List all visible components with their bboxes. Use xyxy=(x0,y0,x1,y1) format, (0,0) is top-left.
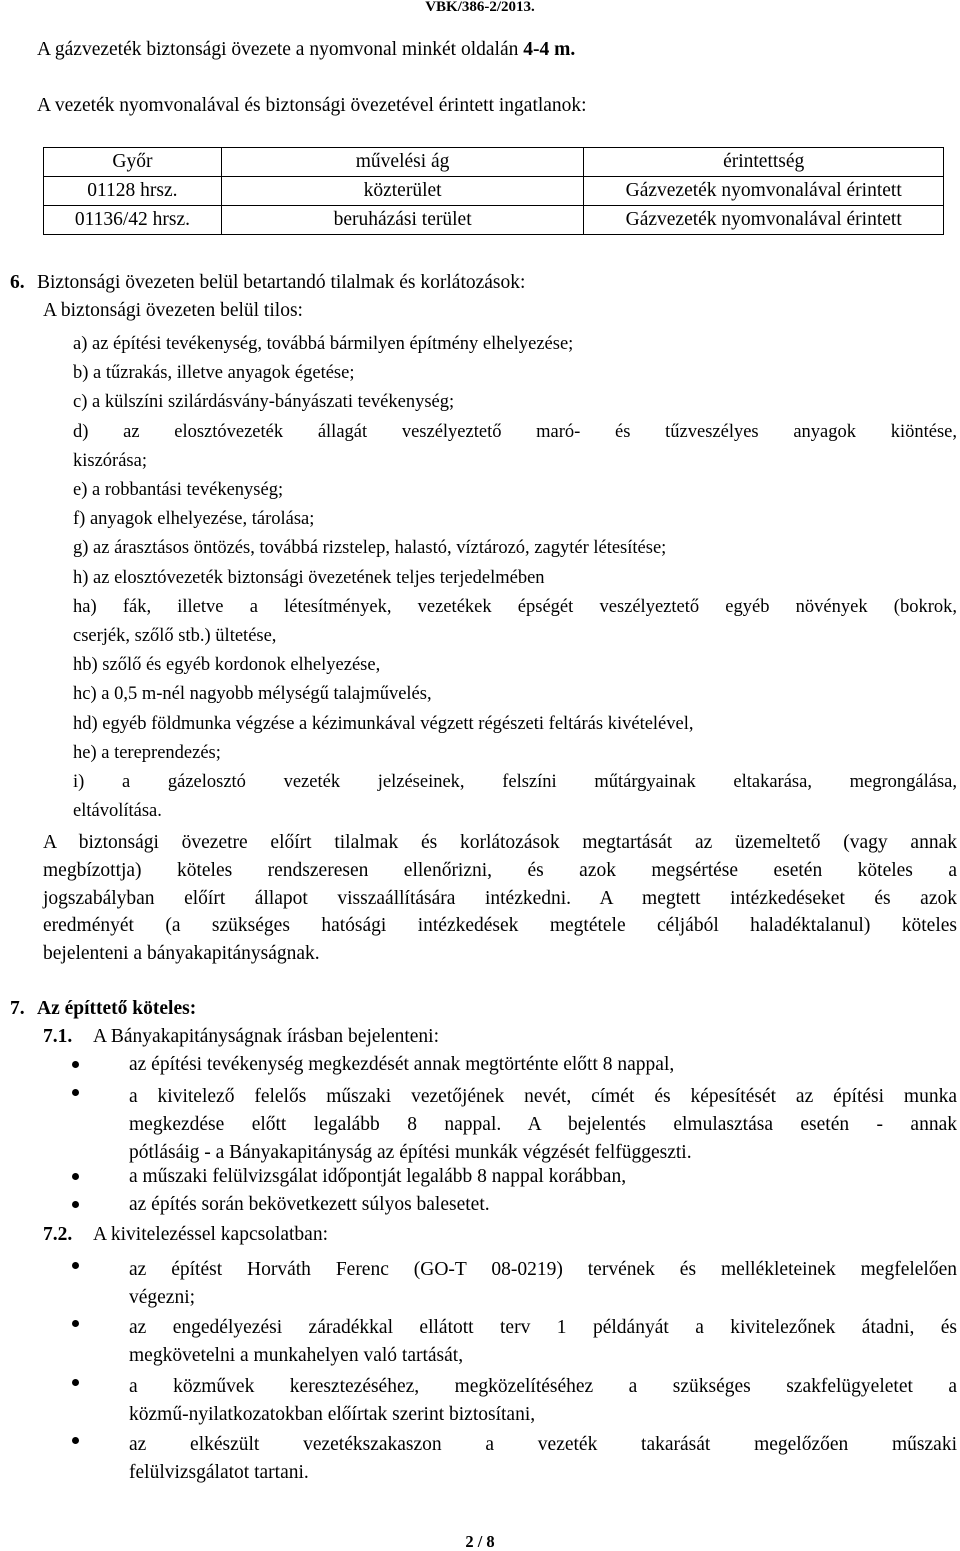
list-item: e) a robbantási tevékenység; xyxy=(73,480,284,501)
paragraph-line: megbízottja) köteles rendszeresen ellenőrizni, és azok megsértése esetén köteles a xyxy=(43,859,957,881)
table-row xyxy=(44,177,944,206)
subsection-7-1-number: 7.1. xyxy=(43,1026,73,1047)
table-cell: 01136/42 hrsz. xyxy=(44,206,222,235)
bullet-icon xyxy=(72,1320,79,1327)
subsection-7-2-title: A kivitelezéssel kapcsolatban: xyxy=(93,1224,329,1245)
list-item: hc) a 0,5 m-nél nagyobb mélységű talajművelés, xyxy=(73,684,432,705)
bullet-icon xyxy=(72,1262,79,1269)
table-cell: beruházási terület xyxy=(221,206,584,235)
bullet-icon xyxy=(72,1061,79,1068)
list-item: a) az építési tevékenység, továbbá bármilyen építmény elhelyezése; xyxy=(73,334,574,354)
paragraph-line: eredményét (a szükséges hatósági intézkedések megtétele céljából haladéktalanul) köteles xyxy=(43,915,957,937)
bullet-line: a kivitelező felelős műszaki vezetőjének nevét, címét és képesítését az építési munka xyxy=(129,1086,957,1107)
section-6-intro: A biztonsági övezeten belül tilos: xyxy=(43,300,303,321)
table-header-cell: érintettség xyxy=(584,148,944,177)
bullet-line: megkövetelni a munkahelyen való tartását, xyxy=(129,1344,464,1366)
list-item: d) az elosztóvezeték állagát veszélyeztető maró- és tűzveszélyes anyagok kiöntése, xyxy=(73,421,957,442)
affected-properties-label: A vezeték nyomvonalával és biztonsági övezetével érintett ingatlanok: xyxy=(37,95,587,116)
list-item: i) a gázelosztó vezeték jelzéseinek, felszíni műtárgyainak eltakarása, megrongálása, xyxy=(73,772,957,793)
table-cell: Gázvezeték nyomvonalával érintett xyxy=(584,177,944,206)
table-header-cell: művelési ág xyxy=(221,148,584,177)
list-item: h) az elosztóvezeték biztonsági övezetének teljes terjedelmében xyxy=(73,567,545,588)
paragraph-line: jogszabályban előírt állapot visszaállítására intézkedni. A megtett intézkedéseket és azok xyxy=(43,887,957,909)
safety-zone-text: A gázvezeték biztonsági övezete a nyomvonal minkét oldalán xyxy=(37,39,524,60)
bullet-text xyxy=(129,1256,957,1312)
list-item: b) a tűzrakás, illetve anyagok égetése; xyxy=(73,363,355,384)
bullet-text: az építési tevékenység megkezdését annak megtörténte előtt 8 nappal, xyxy=(129,1054,675,1075)
page-number: 2 / 8 xyxy=(465,1532,495,1551)
list-item: hb) szőlő és egyéb kordonok elhelyezése, xyxy=(73,655,381,676)
subsection-7-2-number: 7.2. xyxy=(43,1224,73,1245)
subsection-7-1-title: A Bányakapitányságnak írásban bejelenteni: xyxy=(93,1026,440,1047)
list-item: kiszórása; xyxy=(73,450,147,471)
bullet-line: az elkészült vezetékszakaszon a vezeték takarását megelőzően műszaki xyxy=(129,1434,957,1455)
bullet-line: megkezdése előtt legalább 8 nappal. A bejelentés elmulasztása esetén - annak xyxy=(129,1113,957,1135)
bullet-text xyxy=(129,1083,957,1166)
section-7-number: 7. xyxy=(10,998,25,1019)
list-item: ha) fák, illetve a létesítmények, vezetékek épségét veszélyeztető egyéb növények (bokrok, xyxy=(73,596,957,617)
list-item: f) anyagok elhelyezése, tárolása; xyxy=(73,509,315,530)
section-6-title: Biztonsági övezeten belül betartandó tilalmak és korlátozások: xyxy=(37,272,526,293)
list-item: hd) egyéb földmunka végzése a kézimunkával végzett régészeti feltárás kivételével, xyxy=(73,713,694,734)
bullet-icon xyxy=(72,1089,79,1096)
affected-properties-table xyxy=(43,147,944,235)
list-item: c) a külszíni szilárdásvány-bányászati tevékenység; xyxy=(73,392,455,413)
bullet-icon xyxy=(72,1201,79,1208)
bullet-icon xyxy=(72,1173,79,1180)
bullet-text xyxy=(129,1373,957,1429)
list-item: g) az árasztásos öntözés, továbbá rizstelep, halastó, víztározó, zagytér létesítése; xyxy=(73,538,667,559)
table-cell: Gázvezeték nyomvonalával érintett xyxy=(584,206,944,235)
bullet-line: felülvizsgálatot tartani. xyxy=(129,1461,309,1483)
list-item: eltávolítása. xyxy=(73,801,162,822)
table-header-row xyxy=(44,148,944,177)
bullet-line: az építést Horváth Ferenc (GO-T 08-0219) tervének és mellékleteinek megfelelően xyxy=(129,1259,957,1280)
bullet-text: az építés során bekövetkezett súlyos balesetet. xyxy=(129,1194,490,1215)
list-item: cserjék, szőlő stb.) ültetése, xyxy=(73,626,277,647)
section-7-title: Az építtető köteles: xyxy=(37,998,197,1019)
bullet-line: pótlásáig - a Bányakapitányság az építési munkák végzését felfüggeszti. xyxy=(129,1141,692,1163)
table-cell: 01128 hrsz. xyxy=(44,177,222,206)
table-row xyxy=(44,206,944,235)
bullet-text: a műszaki felülvizsgálat időpontját legalább 8 nappal korábban, xyxy=(129,1166,627,1187)
safety-zone-sentence xyxy=(37,40,575,60)
bullet-line: az engedélyezési záradékkal ellátott terv 1 példányát a kivitelezőnek átadni, és xyxy=(129,1317,957,1338)
bullet-text xyxy=(129,1314,957,1370)
bullet-icon xyxy=(72,1437,79,1444)
safety-zone-value: 4-4 m. xyxy=(523,39,576,60)
list-item: he) a tereprendezés; xyxy=(73,742,221,763)
paragraph-line: A biztonsági övezetre előírt tilalmak és korlátozások megtartását az üzemeltető (vagy annak xyxy=(43,832,957,853)
operator-obligation-paragraph xyxy=(43,829,957,968)
table-cell: közterület xyxy=(221,177,584,206)
bullet-line: közmű-nyilatkozatokban előírtak szerint biztosítani, xyxy=(129,1403,536,1425)
bullet-line: a közművek keresztezéséhez, megközelítéséhez a szükséges szakfelügyeletet a xyxy=(129,1376,957,1397)
bullet-icon xyxy=(72,1379,79,1386)
table-header-cell: Győr xyxy=(44,148,222,177)
prohibitions-list xyxy=(73,330,957,826)
bullet-text xyxy=(129,1431,957,1487)
section-6-number: 6. xyxy=(10,272,25,293)
bullet-line: végezni; xyxy=(129,1286,196,1308)
document-id-header: VBK/386-2/2013. xyxy=(425,0,535,15)
paragraph-line: bejelenteni a bányakapitányságnak. xyxy=(43,943,320,965)
